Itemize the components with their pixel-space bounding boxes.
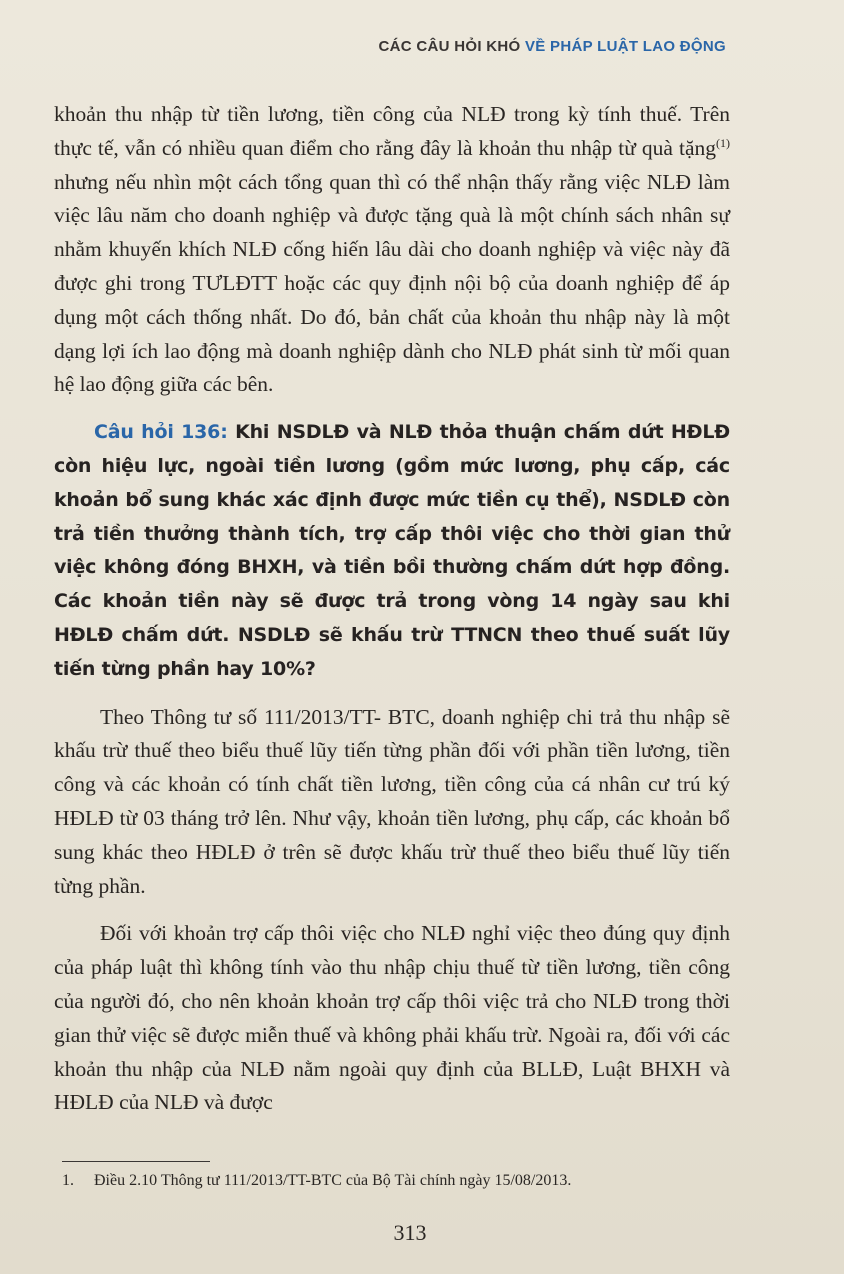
page-body <box>54 98 730 1120</box>
footnote-text: Điều 2.10 Thông tư 111/2013/TT-BTC của Bộ Tài chính ngày 15/08/2013. <box>94 1172 572 1189</box>
page-number: 313 <box>393 1220 427 1245</box>
question-text: Khi NSDLĐ và NLĐ thỏa thuận chấm dứt HĐLĐ còn hiệu lực, ngoài tiền lương (gồm mức lương, phụ cấp, các khoản bổ sung khác xác định được mức tiền cụ thể), NSDLĐ còn trả tiền thưởng thành tích, trợ cấp thôi việc cho thời gian thử việc không đóng BHXH, và tiền bồi thường chấm dứt hợp đồng. Các khoản tiền này sẽ được trả trong vòng 14 ngày sau khi HĐLĐ chấm dứt. NSDLĐ sẽ khấu trừ TTNCN theo thuế suất lũy tiến từng phần hay 10%? <box>54 421 730 680</box>
running-header-part-b: VỀ PHÁP LUẬT LAO ĐỘNG <box>524 38 726 55</box>
paragraph-1-text-b: nhưng nếu nhìn một cách tổng quan thì có thể nhận thấy rằng việc NLĐ làm việc lâu năm cho doanh nghiệp và được tặng quà là một chính sách nhân sự nhằm khuyến khích NLĐ cống hiến lâu dài cho doanh nghiệp và việc này đã được ghi trong TƯLĐTT hoặc các quy định nội bộ của doanh nghiệp để áp dụng một cách thống nhất. Do đó, bản chất của khoản thu nhập này là một dạng lợi ích lao động mà doanh nghiệp dành cho NLĐ phát sinh từ mối quan hệ lao động giữa các bên. <box>54 169 730 397</box>
footnote-divider <box>62 1161 210 1162</box>
running-header-part-a: CÁC CÂU HỎI KHÓ <box>378 38 521 55</box>
paragraph-1 <box>54 98 730 402</box>
question-label: Câu hỏi 136: <box>94 421 228 444</box>
running-header <box>378 38 726 55</box>
paragraph-2: Theo Thông tư số 111/2013/TT- BTC, doanh nghiệp chi trả thu nhập sẽ khấu trừ thuế theo biểu thuế lũy tiến từng phần đối với phần tiền lương, tiền công và các khoản có tính chất tiền lương, tiền công của cá nhân cư trú ký HĐLĐ từ 03 tháng trở lên. Như vậy, khoản tiền lương, phụ cấp, các khoản bổ sung khác theo HĐLĐ ở trên sẽ được khấu trừ thuế theo biểu thuế lũy tiến từng phần. <box>54 704 730 898</box>
footnote-number: 1. <box>62 1172 74 1189</box>
paragraph-1-text-a: khoản thu nhập từ tiền lương, tiền công của NLĐ trong kỳ tính thuế. Trên thực tế, vẫn có nhiều quan điểm cho rằng đây là khoản thu nhập từ quà tặng <box>54 102 730 160</box>
footnote-reference: (1) <box>716 135 730 150</box>
footnote <box>62 1170 722 1192</box>
paragraph-3: Đối với khoản trợ cấp thôi việc cho NLĐ nghỉ việc theo đúng quy định của pháp luật thì không tính vào thu nhập chịu thuế từ tiền lương, tiền công của người đó, cho nên khoản khoản trợ cấp thôi việc trả cho NLĐ trong thời gian thử việc sẽ được miễn thuế và không phải khấu trừ. Ngoài ra, đối với các khoản thu nhập của NLĐ nằm ngoài quy định của BLLĐ, Luật BHXH và HĐLĐ của NLĐ và được <box>54 921 730 1115</box>
question-136 <box>54 416 730 686</box>
